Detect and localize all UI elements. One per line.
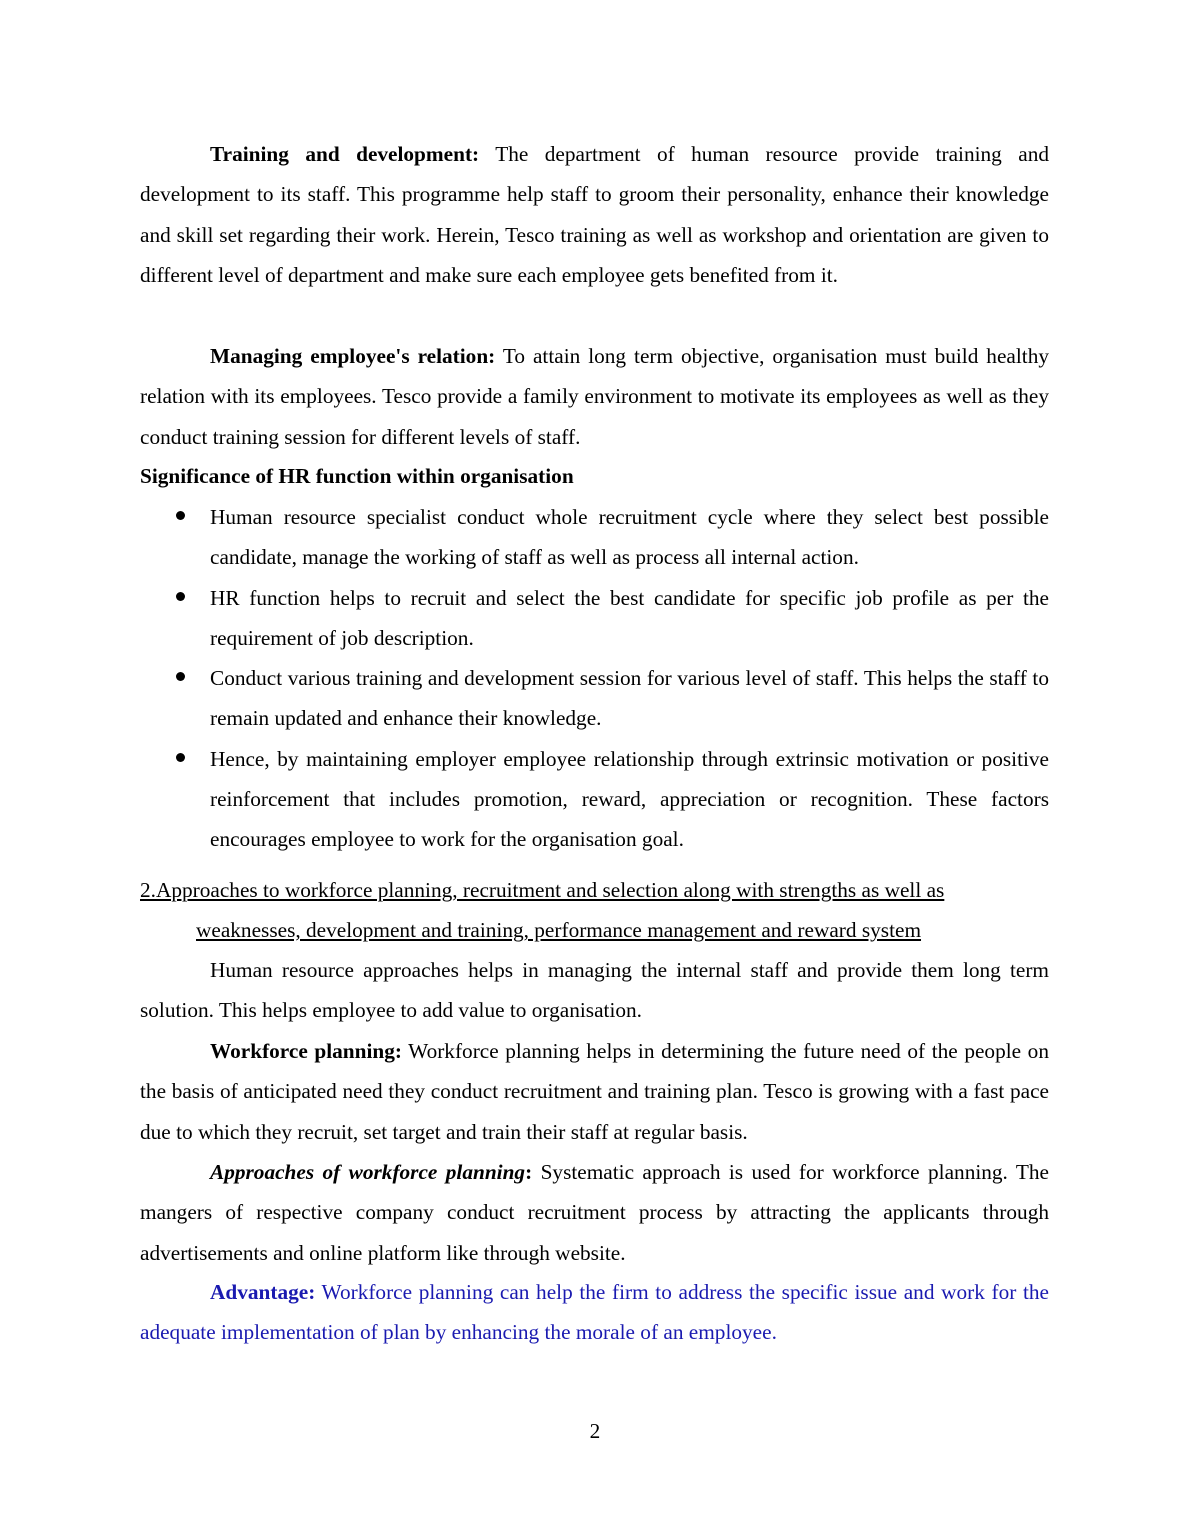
workforce-label: Workforce planning: bbox=[210, 1039, 402, 1063]
advantage-text: Workforce planning can help the firm to address the specific issue and work for the adequate implementation of plan by enhancing the morale of an employee. bbox=[140, 1280, 1049, 1345]
list-item bbox=[140, 497, 1049, 578]
list-item bbox=[140, 739, 1049, 860]
list-item-text: Conduct various training and development session for various level of staff. This helps the staff to remain updated and enhance their knowledge. bbox=[210, 666, 1049, 731]
workforce-paragraph bbox=[140, 1031, 1049, 1152]
bullet-icon bbox=[176, 672, 185, 681]
approaches-paragraph bbox=[140, 1152, 1049, 1273]
bullet-icon bbox=[176, 753, 185, 762]
bullet-icon bbox=[176, 511, 185, 520]
list-item-text: HR function helps to recruit and select the best candidate for specific job profile as per the requirement of job description. bbox=[210, 585, 1049, 650]
advantage-label: Advantage: bbox=[210, 1280, 316, 1304]
section2-heading-line2: weaknesses, development and training, performance management and reward system bbox=[196, 918, 922, 943]
page-number: 2 bbox=[589, 1419, 601, 1443]
section2-heading-line1: 2.Approaches to workforce planning, recruitment and selection along with strengths as well as bbox=[140, 878, 945, 902]
significance-list bbox=[140, 497, 1049, 860]
approaches-colon: : bbox=[525, 1160, 533, 1184]
list-item bbox=[140, 658, 1049, 739]
approaches-label: Approaches of workforce planning bbox=[210, 1160, 526, 1184]
approaches-text: Systematic approach is used for workforce planning. The mangers of respective company conduct recruitment process by attracting the applicants through advertisements and online platform like through website. bbox=[140, 1160, 1049, 1265]
training-paragraph bbox=[140, 134, 1049, 295]
workforce-text: Workforce planning helps in determining the future need of the people on the basis of anticipated need they conduct recruitment and training plan. Tesco is growing with a fast pace due to which they recruit, set target and train their staff at regular basis. bbox=[140, 1039, 1049, 1144]
training-text: The department of human resource provide training and development to its staff. This programme help staff to groom their personality, enhance their knowledge and skill set regarding their work. Herein, Tesco training as well as workshop and orientation are given to different level of department and make sure each employee gets benefited from it. bbox=[140, 142, 1049, 287]
list-item-text: Human resource specialist conduct whole recruitment cycle where they select best possible candidate, manage the working of staff as well as process all internal action. bbox=[210, 505, 1049, 570]
training-label: Training and development: bbox=[210, 142, 480, 166]
significance-heading: Significance of HR function within organisation bbox=[140, 464, 574, 488]
relations-paragraph bbox=[140, 336, 1049, 457]
list-item bbox=[140, 578, 1049, 659]
list-item-text: Hence, by maintaining employer employee relationship through extrinsic motivation or positive reinforcement that includes promotion, reward, appreciation or recognition. These factors encourages employee to work for the organisation goal. bbox=[210, 746, 1049, 852]
section2-heading bbox=[140, 870, 1049, 951]
advantage-paragraph bbox=[140, 1272, 1049, 1353]
section2-intro: Human resource approaches helps in managing the internal staff and provide them long term solution. This helps employee to add value to organisation. bbox=[140, 958, 1049, 1023]
relations-text: To attain long term objective, organisation must build healthy relation with its employees. Tesco provide a family environment to motivate its employees as well as they conduct training session for different levels of staff. bbox=[140, 344, 1049, 449]
relations-label: Managing employee's relation: bbox=[210, 344, 496, 368]
bullet-icon bbox=[176, 592, 185, 601]
